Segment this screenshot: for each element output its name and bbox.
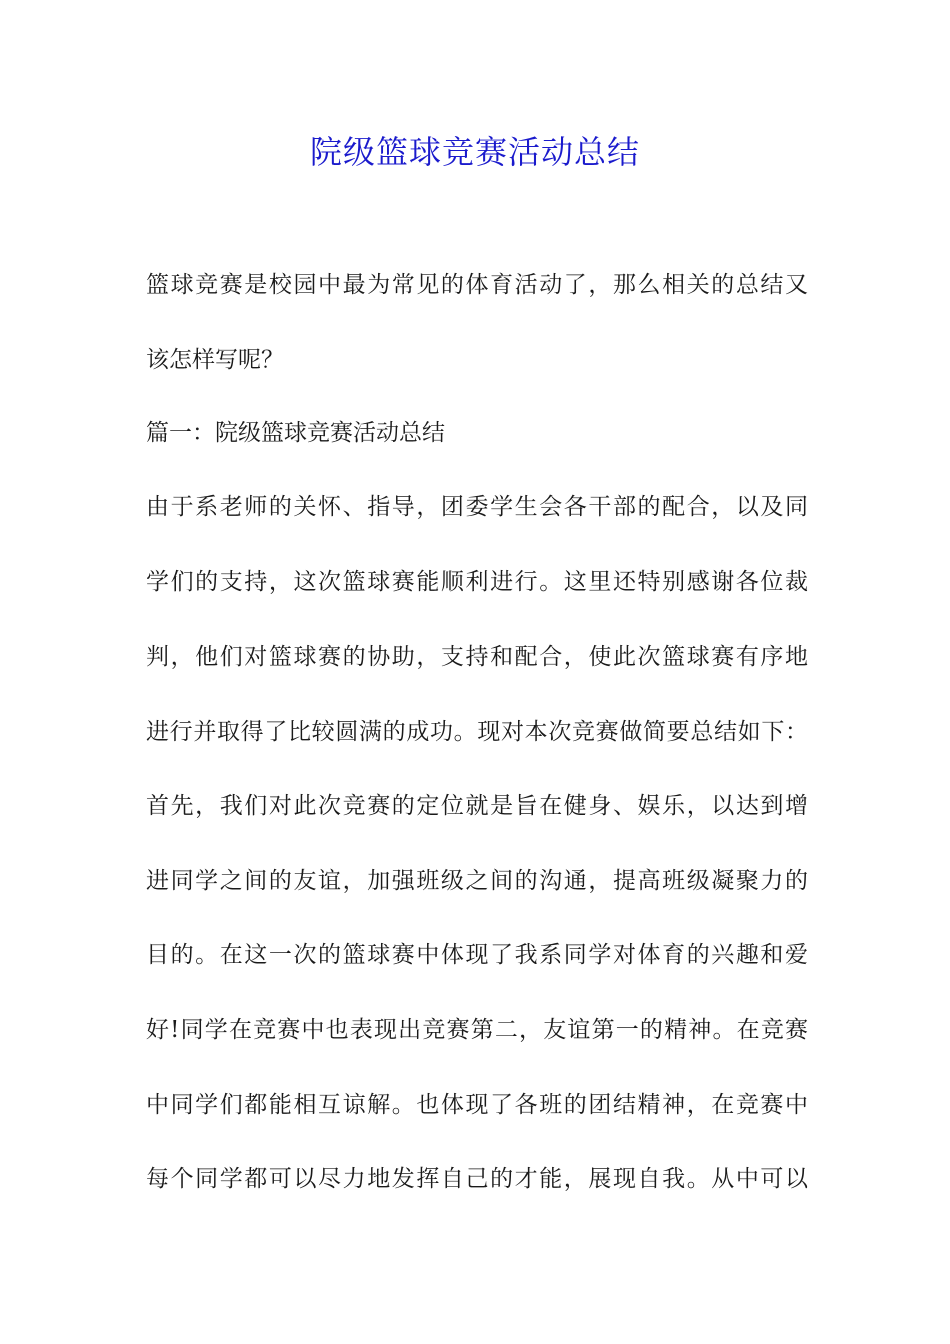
body-line-11: 中同学们都能相互谅解。也体现了各班的团结精神，在竞赛中 [146,1092,808,1118]
body-line-5: 判，他们对篮球赛的协助，支持和配合，使此次篮球赛有序地 [146,644,808,670]
body-line-12: 每个同学都可以尽力地发挥自己的才能，展现自我。从中可以 [146,1166,808,1192]
body-line-6: 进行并取得了比较圆满的成功。现对本次竞赛做简要总结如下： [146,719,808,745]
section-heading: 篇一：院级篮球竞赛活动总结 [146,420,445,446]
body-line-2: 该怎样写呢？ [146,347,284,373]
body-line-7: 首先，我们对此次竞赛的定位就是旨在健身、娱乐，以达到增 [146,793,808,819]
body-line-8: 进同学之间的友谊，加强班级之间的沟通，提高班级凝聚力的 [146,868,808,894]
body-line-9: 目的。在这一次的篮球赛中体现了我系同学对体育的兴趣和爱 [146,942,808,968]
body-line-10: 好!同学在竞赛中也表现出竞赛第二，友谊第一的精神。在竞赛 [146,1017,808,1043]
document-title: 院级篮球竞赛活动总结 [309,133,640,171]
body-line-1: 篮球竞赛是校园中最为常见的体育活动了，那么相关的总结又 [146,272,808,298]
body-line-4: 学们的支持，这次篮球赛能顺利进行。这里还特别感谢各位裁 [146,569,808,595]
body-line-3: 由于系老师的关怀、指导，团委学生会各干部的配合，以及同 [146,494,808,520]
